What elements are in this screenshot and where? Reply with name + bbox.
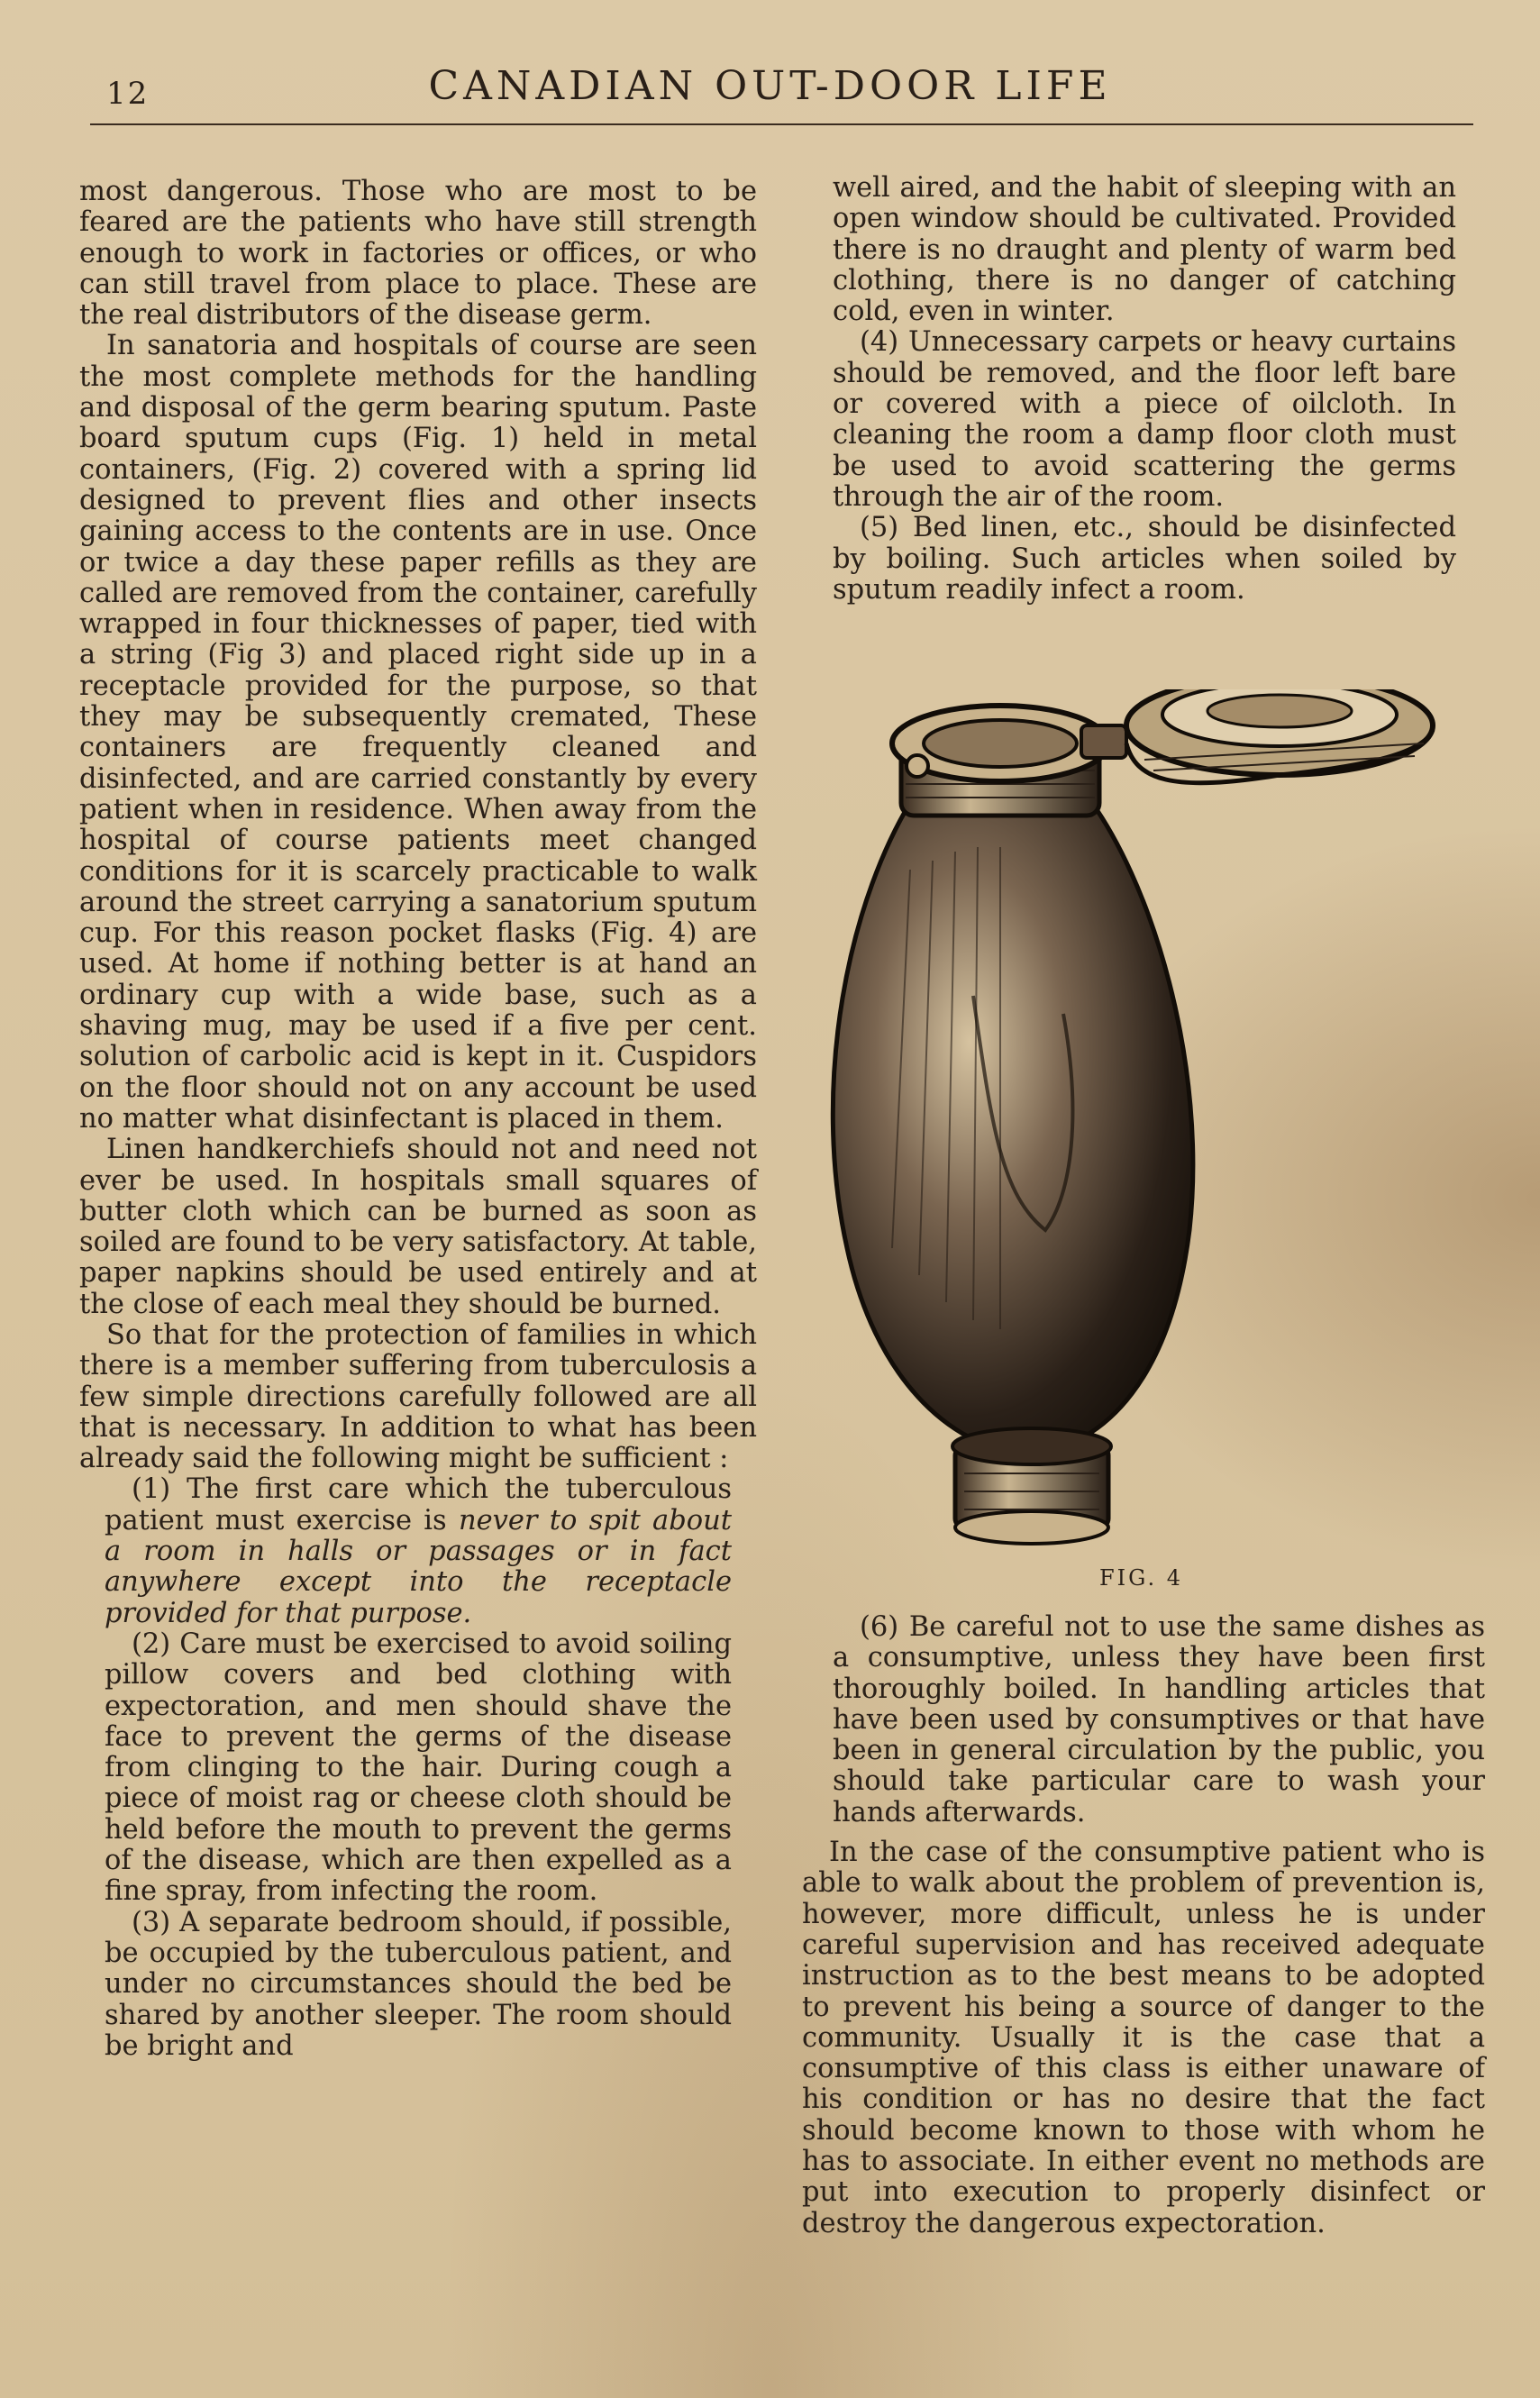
left-column [79, 177, 757, 2062]
paragraph: Linen handkerchiefs should not and need not ever be used. In hospitals small squares of butter cloth which can be burned as soon as soiled are found to be very satisfactory. At table, paper napkins should be used entirely and at the close of each meal they should be burned. [79, 1134, 757, 1320]
paragraph: well aired, and the habit of sleeping with an open window should be cultivated. Provided there is no draught and plenty of warm bed clothing, there is no danger of catching cold, even in winter. [833, 172, 1456, 328]
pocket-flask-illustration [811, 689, 1469, 1564]
right-column-top [833, 173, 1456, 606]
paragraph: most dangerous. Those who are most to be feared are the patients who have still strength enough to work in factories or offices, or who can still travel from place to place. These are the real distributors of the disease germ. [79, 176, 757, 332]
paragraph: So that for the protection of families in which there is a member suffering from tuberculosis a few simple directions carefully followed are all that is necessary. In addition to what has been already said the following might be sufficient : [79, 1318, 757, 1475]
direction-item-6: (6) Be careful not to use the same dishes as a consumptive, unless they have been first thoroughly boiled. In handling articles that have been used by consumptives or that have been in general circulation by the public, you should take particular care to wash your hands afterwards. [833, 1611, 1485, 1828]
paragraph: In sanatoria and hospitals of course are seen the most complete methods for the handling and disposal of the germ bearing sputum. Paste board sputum cups (Fig. 1) held in metal containers, (Fig. 2) covered with a spring lid designed to prevent flies and other insects gaining access to the contents are in use. Once or twice a day these paper refills as they are called are removed from the container, carefully wrapped in four thicknesses of paper, tied with a string (Fig 3) and placed right side up in a receptacle provided for the purpose, so that they may be subsequently cremated, These containers are frequently cleaned and disinfected, and are carried constantly by every patient when in residence. When away from the hospital of course patients meet changed conditions for it is scarcely practicable to walk around the street carrying a sanatorium sputum cup. For this reason pocket flasks (Fig. 4) are used. At home if nothing better is at hand an ordinary cup with a wide base, such as a shaving mug, may be used if a five per cent. solution of carbolic acid is kept in it. Cuspidors on the floor should not on any account be used no matter what disinfectant is placed in them. [79, 330, 757, 1135]
direction-item-1 [105, 1474, 732, 1628]
direction-item-3: (3) A separate bedroom should, if possible, be occupied by the tuberculous patient, and under no circumstances should the bed be shared by another sleeper. The room should be bright and [105, 1906, 732, 2062]
running-head-title: CANADIAN OUT-DOOR LIFE [428, 63, 1112, 109]
direction-item-2: (2) Care must be exercised to avoid soiling pillow covers and bed clothing with expectoration, and men should shave the face to prevent the germs of the disease from clinging to the hair. During cough a piece of moist rag or cheese cloth should be held before the mouth to prevent the germs of the disease, which are then expelled as a fine spray, from infecting the room. [105, 1628, 732, 1908]
direction-emphasis-text: never to spit about a room in halls or passages or in fact anywhere except into the receptacle provided for that purpose. [105, 1504, 732, 1629]
direction-lead-text: (1) The first care which the tuberculous patient must exercise is [105, 1473, 732, 1536]
figure-caption: FIG. 4 [1099, 1565, 1183, 1591]
right-column-bottom [802, 1612, 1485, 2239]
direction-item-5: (5) Bed linen, etc., should be disinfected by boiling. Such articles when soiled by sputum readily infect a room. [833, 512, 1456, 606]
paragraph: In the case of the consumptive patient who is able to walk about the problem of prevention is, however, more difficult, unless he is under careful supervision and has received adequate instruction as to the best means to be adopted to prevent his being a source of danger to the community. Usually it is the case that a consumptive of this class is either unaware of his condition or has no desire that the fact should become known to those with whom he has to associate. In either event no methods are put into execution to properly disinfect or destroy the dangerous expectoration. [802, 1837, 1485, 2239]
numbered-directions [79, 1474, 757, 2062]
header-rule [90, 123, 1473, 125]
direction-item-4: (4) Unnecessary carpets or heavy curtains should be removed, and the floor left bare or covered with a piece of oilcloth. In cleaning the room a damp floor cloth must be used to avoid scattering the germs through the air of the room. [833, 326, 1456, 513]
page-number: 12 [106, 76, 150, 112]
